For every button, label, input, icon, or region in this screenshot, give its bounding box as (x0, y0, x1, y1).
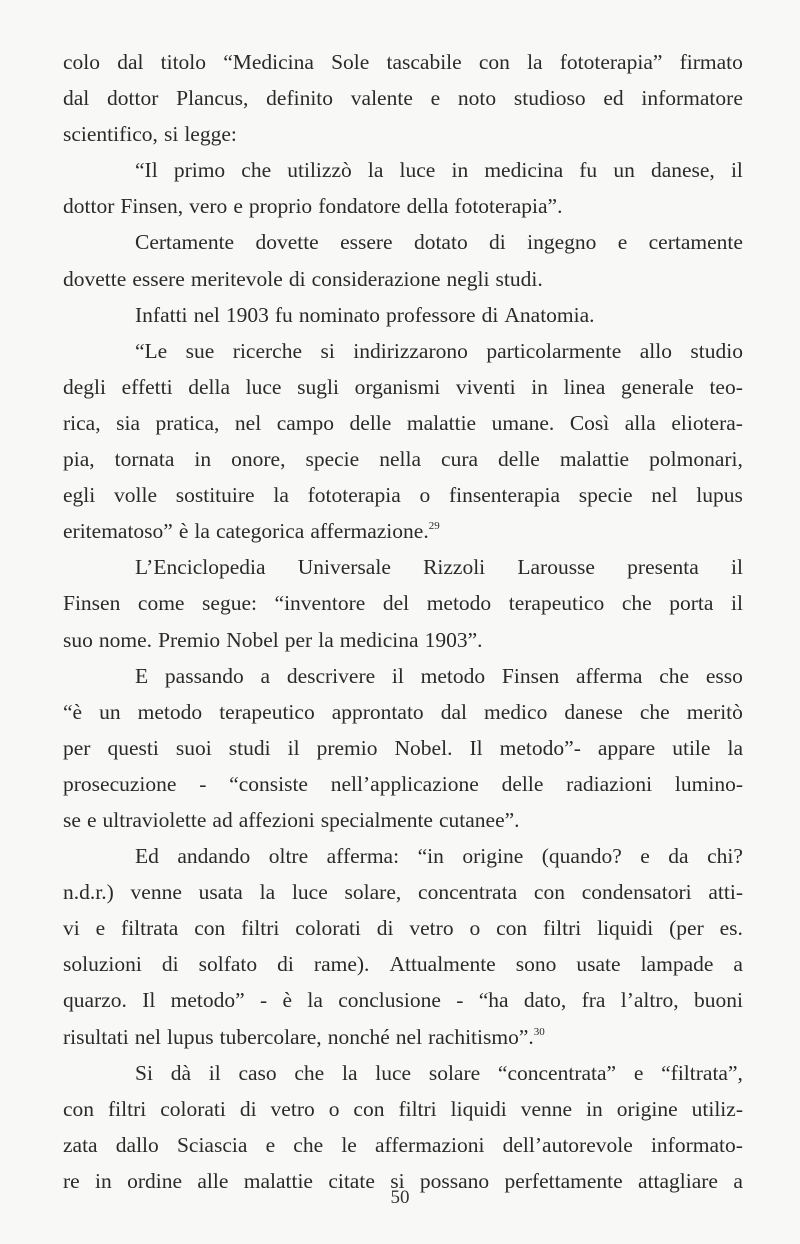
text-line: colo dal titolo “Medicina Sole tascabile con la fototerapia” firmato (63, 50, 743, 74)
text-line: rica, sia pratica, nel campo delle malattie umane. Così alla eliotera- (63, 410, 743, 435)
text-line: con filtri colorati di vetro o con filtri liquidi venne in origine utiliz- (63, 1096, 743, 1121)
text-line: dal dottor Plancus, definito valente e noto studioso ed informatore (63, 86, 743, 111)
text-line: “Il primo che utilizzò la luce in medicina fu un danese, il (135, 158, 743, 183)
text-line: risultati nel lupus tubercolare, nonché nel rachitismo”.$^{30}$ (63, 1024, 545, 1049)
text-line: prosecuzione - “consiste nell’applicazione delle radiazioni lumino- (63, 771, 743, 796)
text-line: quarzo. Il metodo” - è la conclusione - “ha dato, fra l’altro, buoni (63, 988, 743, 1013)
page-number: 50 (390, 1187, 410, 1208)
text-line: zata dallo Sciascia e che le affermazioni dell’autorevole informato- (63, 1132, 743, 1157)
body-text (63, 44, 743, 1199)
text-line: dovette essere meritevole di considerazione negli studi. (63, 266, 543, 291)
text-line: dottor Finsen, vero e proprio fondatore della fototerapia”. (63, 194, 563, 219)
text-line: scientifico, si legge: (63, 122, 237, 147)
text-line: re in ordine alle malattie citate si possano perfettamente attagliare a (63, 1168, 743, 1193)
footnote-marker: 29 (428, 520, 440, 533)
text-line: degli effetti della luce sugli organismi viventi in linea generale teo- (63, 374, 743, 399)
text-line: L’Enciclopedia Universale Rizzoli Larousse presenta il (135, 555, 743, 580)
text-line: “Le sue ricerche si indirizzarono particolarmente allo studio (135, 338, 743, 363)
text-line: per questi suoi studi il premio Nobel. Il metodo”- appare utile la (63, 735, 743, 760)
text-line: soluzioni di solfato di rame). Attualmente sono usate lampade a (63, 952, 743, 977)
text-line: vi e filtrata con filtri colorati di vetro o con filtri liquidi (per es. (63, 916, 743, 941)
text-line: suo nome. Premio Nobel per la medicina 1903”. (63, 627, 483, 652)
text-line: eritematoso” è la categorica affermazione.$^{29}$ (63, 519, 440, 544)
text-line: Infatti nel 1903 fu nominato professore di Anatomia. (135, 302, 595, 327)
text-line: n.d.r.) venne usata la luce solare, concentrata con condensatori atti- (63, 880, 743, 905)
text-line: se e ultraviolette ad affezioni specialmente cutanee”. (63, 807, 520, 832)
text-line: “è un metodo terapeutico approntato dal medico danese che meritò (63, 699, 743, 724)
text-line: E passando a descrivere il metodo Finsen afferma che esso (135, 663, 743, 688)
text-line: Finsen come segue: “inventore del metodo terapeutico che porta il (63, 591, 743, 616)
text-line: pia, tornata in onore, specie nella cura delle malattie polmonari, (63, 447, 743, 472)
text-line: Certamente dovette essere dotato di ingegno e certamente (135, 230, 743, 255)
text-line: Ed andando oltre afferma: “in origine (quando? e da chi? (135, 844, 743, 869)
footnote-marker: 30 (533, 1025, 545, 1038)
text-line: Si dà il caso che la luce solare “concentrata” e “filtrata”, (135, 1060, 743, 1085)
text-line: egli volle sostituire la fototerapia o finsenterapia specie nel lupus (63, 483, 743, 508)
